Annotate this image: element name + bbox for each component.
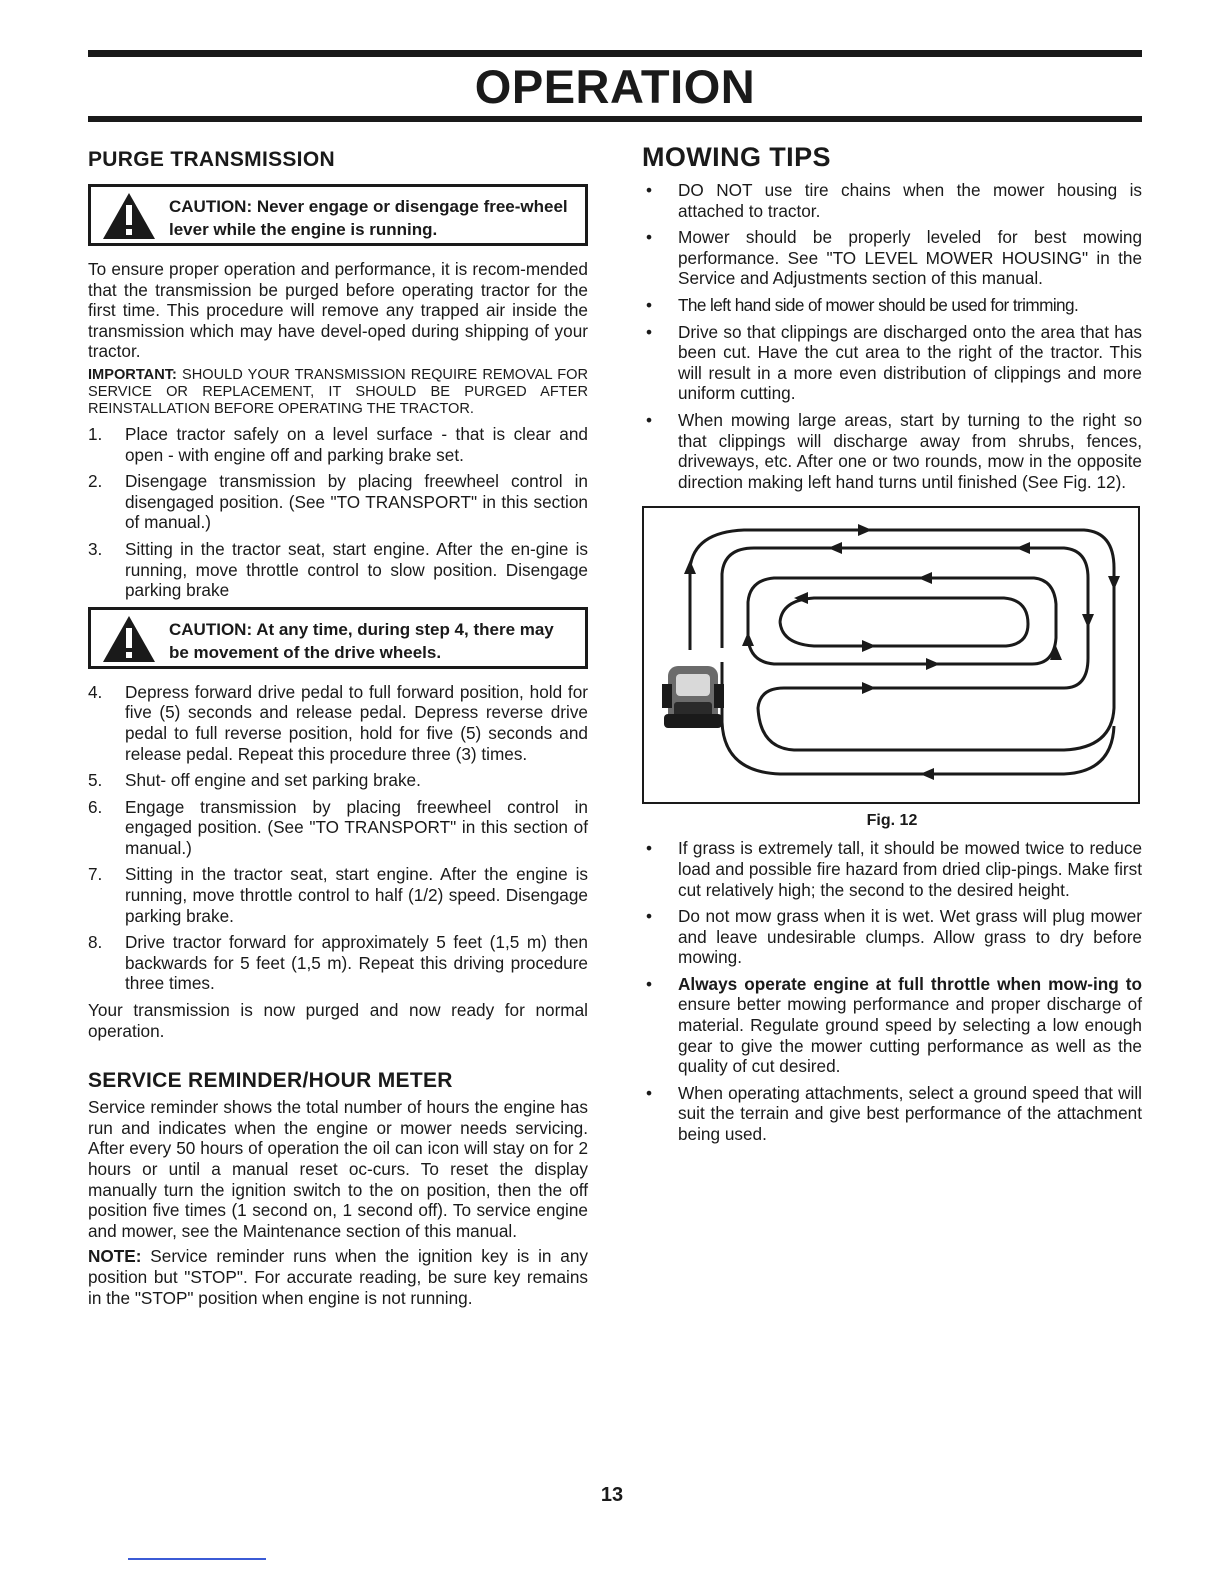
bullet: • — [646, 180, 653, 200]
bullet: • — [646, 1082, 653, 1103]
bullet: • — [646, 906, 653, 927]
purge-transmission-heading: PURGE TRANSMISSION — [88, 148, 335, 171]
title-rule-top — [88, 50, 1142, 57]
tip-item — [642, 1083, 1142, 1145]
mowing-tips-list-b — [642, 838, 1142, 1144]
tip-lead-bold: Always operate engine at full throttle when mow-ing to — [678, 973, 1142, 994]
caution-box-step4 — [88, 607, 588, 669]
step-number: 5. — [88, 770, 103, 791]
step-item — [88, 682, 588, 764]
step-item — [88, 539, 588, 601]
note-text: Service reminder runs when the ignition key is in any position but "STOP". For accurate reading, be sure key remains in the "STOP" position when engine is not running. — [88, 1246, 588, 1308]
purge-steps-b — [88, 682, 588, 994]
bullet: • — [646, 838, 653, 859]
mowing-tips-heading: MOWING TIPS — [642, 142, 831, 172]
step-number: 2. — [88, 471, 103, 492]
tip-text: Do not mow grass when it is wet. Wet grass will plug mower and leave undesirable clumps. Allow grass to dry before mowing. — [678, 906, 1142, 968]
tip-item — [642, 180, 1142, 221]
tip-text: ensure better mowing performance and proper discharge of material. Regulate ground speed by selecting a low enough gear to give the mower cutting performance as well as the quality of cut desired. — [678, 994, 1142, 1077]
bullet: • — [646, 294, 653, 315]
tip-item — [642, 974, 1142, 1077]
purge-closing: Your transmission is now purged and now ready for normal operation. — [88, 1000, 588, 1041]
step-item — [88, 471, 588, 533]
purge-steps-a — [88, 424, 588, 601]
page-number: 13 — [600, 1484, 624, 1506]
warning-triangle-icon — [101, 614, 157, 664]
important-note — [88, 367, 588, 418]
mowing-pattern-figure — [642, 506, 1140, 804]
tip-item — [642, 838, 1142, 900]
mowing-pattern-diagram — [644, 508, 1138, 802]
service-reminder-text: Service reminder shows the total number of hours the engine has run and indicates when the engine or mower needs servicing. After every 50 hours of operation the oil can icon will stay on for 2 hours or until a manual reset oc-curs. To reset the display manually turn the ignition switch to the on position, then the off position five times (1 second on, 1 second off). To service engine and mower, see the Maintenance section of this manual. — [88, 1097, 588, 1241]
tip-text: If grass is extremely tall, it should be mowed twice to reduce load and possible fire hazard from dried clip-pings. Make first cut relatively high; the second to the desired height. — [678, 838, 1142, 900]
right-column — [642, 140, 1142, 1151]
step-text: Place tractor safely on a level surface - that is clear and open - with engine off and parking brake set. — [125, 423, 588, 465]
important-text: SHOULD YOUR TRANSMISSION REQUIRE REMOVAL FOR SERVICE OR REPLACEMENT, IT SHOULD BE PURGED AFTER REINSTALLATION BEFORE OPERATING THE TRACTOR. — [88, 366, 588, 417]
service-reminder-heading: SERVICE REMINDER/HOUR METER — [88, 1069, 453, 1093]
note-label: NOTE: — [88, 1246, 142, 1267]
service-note — [88, 1246, 588, 1308]
title-rule-bottom — [88, 116, 1142, 122]
tip-item — [642, 322, 1142, 404]
caution-text-step4: CAUTION: At any time, during step 4, there may be movement of the drive wheels. — [169, 619, 554, 662]
tip-item — [642, 410, 1142, 492]
step-number: 1. — [88, 423, 103, 444]
tip-text: Drive so that clippings are discharged onto the area that has been cut. Have the cut area to the right of the tractor. This will result in a more even distribution of clippings and more uniform cutting. — [678, 321, 1142, 404]
step-text: Disengage transmission by placing freewheel control in disengaged position. (See "TO TRANSPORT" in this section of manual.) — [125, 471, 588, 533]
step-item — [88, 932, 588, 994]
tip-item — [642, 227, 1142, 289]
tip-item — [642, 906, 1142, 968]
step-text: Drive tractor forward for approximately 5 feet (1,5 m) then backwards for 5 feet (1,5 m). Repeat this driving procedure three times. — [125, 932, 588, 994]
step-text: Sitting in the tractor seat, start engine. After the en-gine is running, move throttle control to slow position. Disengage parking brake — [125, 538, 588, 601]
step-text: Sitting in the tractor seat, start engine. After the engine is running, move throttle control to half (1/2) speed. Disengage parking brake. — [125, 864, 588, 926]
tip-item — [642, 295, 1142, 316]
tip-text: When operating attachments, select a ground speed that will suit the terrain and give best performance of the attachment being used. — [678, 1082, 1142, 1145]
step-text: Shut- off engine and set parking brake. — [125, 770, 421, 791]
warning-triangle-icon — [101, 191, 157, 241]
caution-text-freewheel: CAUTION: Never engage or disengage free-wheel lever while the engine is running. — [169, 197, 568, 239]
purge-intro: To ensure proper operation and performance, it is recom-mended that the transmission be purged before operating tractor for the first time. This procedure will remove any trapped air inside the transmission which may have devel-oped during shipping of your tractor. — [88, 259, 588, 362]
step-item — [88, 864, 588, 926]
bullet: • — [646, 321, 653, 342]
important-label: IMPORTANT: — [88, 366, 177, 383]
step-number: 3. — [88, 538, 103, 559]
step-number: 7. — [88, 864, 103, 885]
caution-box-freewheel — [88, 184, 588, 246]
step-number: 4. — [88, 681, 103, 702]
step-text: Engage transmission by placing freewheel control in engaged position. (See "TO TRANSPORT" in this section of manual.) — [125, 796, 588, 858]
bullet: • — [646, 409, 653, 430]
step-item — [88, 424, 588, 465]
tractor-icon — [662, 666, 724, 728]
tip-text: When mowing large areas, start by turning to the right so that clippings will discharge away from shrubs, fences, driveways, etc. After one or two rounds, mow in the opposite direction making left hand turns until finished (See Fig. 12). — [678, 409, 1142, 492]
tip-text: The left hand side of mower should be used for trimming. — [678, 294, 1079, 315]
figure-caption: Fig. 12 — [866, 812, 918, 830]
step-item — [88, 770, 588, 791]
mowing-tips-list-a — [642, 180, 1142, 492]
left-column — [88, 140, 588, 1313]
step-number: 8. — [88, 932, 103, 953]
bullet: • — [646, 973, 653, 994]
tip-text: Mower should be properly leveled for best mowing performance. See "TO LEVEL MOWER HOUSING" in the Service and Adjustments section of this manual. — [678, 227, 1142, 289]
step-item — [88, 797, 588, 859]
tip-text: DO NOT use tire chains when the mower housing is attached to tractor. — [678, 180, 1142, 221]
step-text: Depress forward drive pedal to full forward position, hold for five (5) seconds and release pedal. Depress reverse drive pedal to full reverse position, hold for five (5) seconds and release pedal. Repeat this procedure three (3) times. — [125, 681, 588, 764]
bullet: • — [646, 227, 653, 248]
footer-link-line — [128, 1558, 266, 1560]
page-title: OPERATION — [474, 60, 756, 113]
step-number: 6. — [88, 796, 103, 817]
